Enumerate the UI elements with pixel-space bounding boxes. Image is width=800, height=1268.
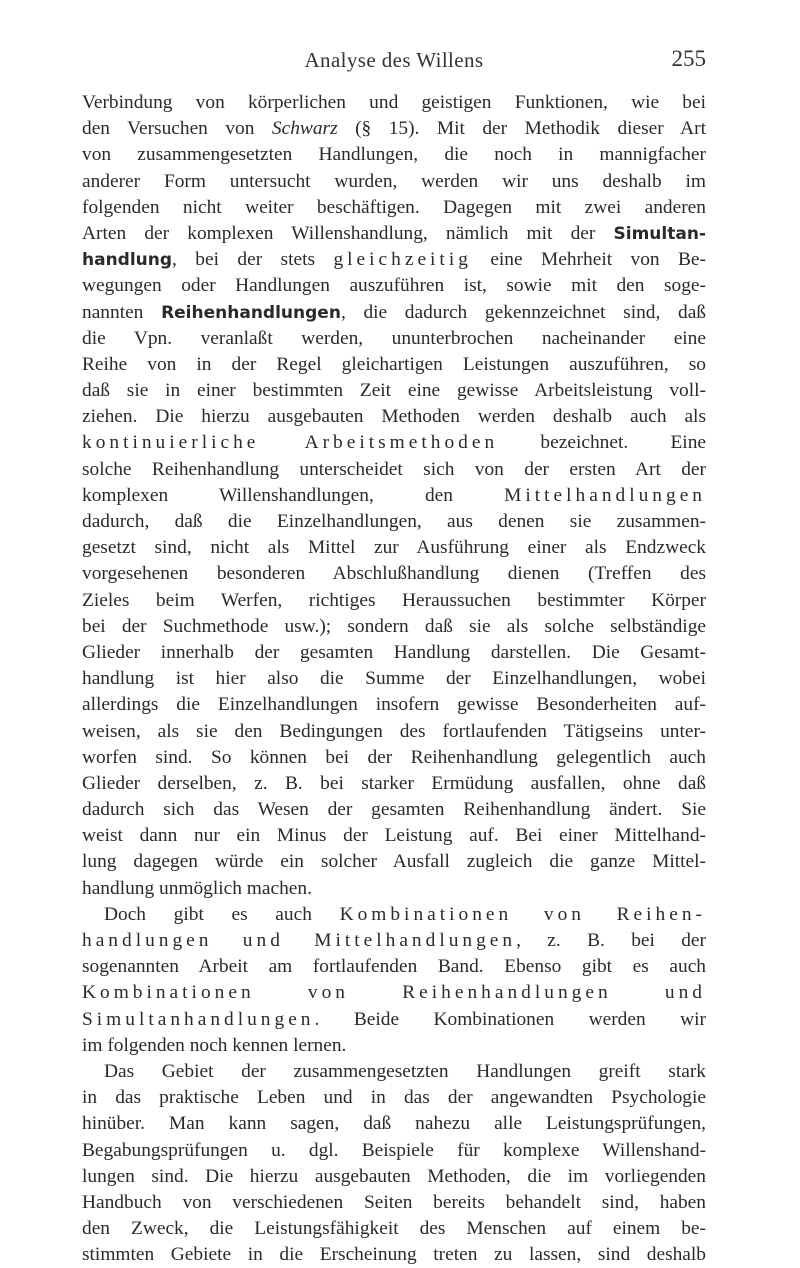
text-run: dadurch sich das Wesen der gesamten Reihenhandlung ändert. Sie [82,799,706,821]
text-run: Das Gebiet der zusammengesetzten Handlungen greift stark [104,1060,706,1082]
text-line [82,352,706,378]
text-run: sogenannten Arbeit am fortlaufenden Band. Ebenso gibt es auch [82,956,706,978]
text-run: weist dann nur ein Minus der Leistung auf. Bei einer Mittelhand- [82,825,706,847]
text-run: Glieder derselben, z. B. bei starker Ermüdung ausfallen, ohne daß [82,772,706,794]
text-run: nannten [82,301,162,323]
text-line [82,300,706,326]
text-run: vorgesehenen besonderen Abschlußhandlung dienen (Treffen des [82,563,706,585]
text-run: ziehen. Die hierzu ausgebauten Methoden werden deshalb auch als [82,406,706,428]
text-line [82,483,706,509]
text-run: worfen sind. So können bei der Reihenhandlung gelegentlich auch [82,746,706,768]
text-line [82,404,706,430]
text-line [82,535,706,561]
running-title: Analyse des Willens [304,48,484,72]
text-run: im folgenden noch kennen lernen. [82,1034,347,1056]
spaced-emphasis-run: Mittelhandlungen [504,484,706,506]
text-run: , die dadurch gekennzeichnet sind, daß [340,301,707,323]
text-run: stimmten Gebiete in die Erscheinung treten zu lassen, sind deshalb [82,1244,706,1266]
text-line [82,457,706,483]
text-line [82,954,706,980]
text-run: . Beide Kombinationen werden wir [314,1008,706,1030]
text-run: Reihe von in der Regel gleichartigen Leistungen auszuführen, so [82,353,706,375]
text-line [82,169,706,195]
text-line [82,928,706,954]
text-line [82,588,706,614]
spaced-emphasis-run: Kombinationen von Reihenhandlungen und [82,982,706,1004]
text-line [82,561,706,587]
text-line [82,1111,706,1137]
text-run: daß sie in einer bestimmten Zeit eine gewisse Arbeitsleistung voll- [82,380,706,402]
text-run: Glieder innerhalb der gesamten Handlung darstellen. Die Gesamt- [82,641,706,663]
spaced-emphasis-run: handlungen und Mittelhandlungen [82,930,517,951]
text-run: hinüber. Man kann sagen, daß nahezu alle Leistungsprüfungen, [82,1113,706,1135]
text-run: weisen, als sie den Bedingungen des fortlaufenden Tätigseins unter- [82,720,706,742]
text-run: die Vpn. veranlaßt werden, ununterbrochen nacheinander eine [82,327,706,349]
text-line [82,116,706,142]
text-line [82,221,706,247]
text-line [82,1033,706,1059]
body-text [82,90,706,1268]
spaced-emphasis-run: Kombinationen von Reihen- [339,903,706,925]
text-line [82,273,706,299]
bold-run: handlung [82,250,173,271]
text-line [82,1190,706,1216]
text-line [82,614,706,640]
text-run: , bei der stets [172,249,334,271]
text-run: bei der Suchmethode usw.); sondern daß sie als solche selbständige [82,615,706,637]
text-run: (§ 15). Mit der Methodik dieser Art [337,118,706,140]
text-line [82,745,706,771]
page-number: 255 [671,46,706,71]
text-line [82,1216,706,1242]
text-line [82,247,706,273]
text-line [82,980,706,1006]
text-line [82,1085,706,1111]
text-line [82,1242,706,1268]
text-run: handlung unmöglich machen. [82,877,312,899]
text-run: Begabungsprüfungen u. dgl. Beispiele für komplexe Willenshand- [82,1139,706,1161]
text-line [82,771,706,797]
text-run: gesetzt sind, nicht als Mittel zur Ausführung einer als Endzweck [82,537,706,559]
text-line [82,90,706,116]
text-line [82,195,706,221]
text-run: eine Mehrheit von Be- [471,249,706,271]
text-line [82,326,706,352]
text-line [82,692,706,718]
text-line [82,849,706,875]
text-line [82,142,706,168]
text-run: den Versuchen von [82,118,272,140]
text-run: bezeichnet. Eine [498,432,706,454]
text-run: handlung ist hier also die Summe der Einzelhandlungen, wobei [82,668,706,690]
text-line [82,902,706,928]
text-line [82,1007,706,1033]
text-run: solche Reihenhandlung unterscheidet sich von der ersten Art der [82,458,706,480]
text-line [82,719,706,745]
text-line [82,876,706,902]
text-run: von zusammengesetzten Handlungen, die noch in mannigfacher [82,144,706,166]
text-run: in das praktische Leben und in das der angewandten Psychologie [82,1087,706,1109]
text-run: Verbindung von körperlichen und geistigen Funktionen, wie bei [82,92,706,113]
bold-run: Reihenhandlungen [161,302,341,323]
text-run: lung dagegen würde ein solcher Ausfall zugleich die ganze Mittel- [82,851,706,873]
spaced-emphasis-run: kontinuierliche Arbeitsmethoden [82,432,499,454]
page-header [82,42,706,82]
text-run: Zieles beim Werfen, richtiges Heraussuchen bestimmter Körper [82,589,706,611]
text-run: Doch gibt es auch [104,903,340,925]
italic-run: Schwarz [271,118,338,140]
text-run: Arten der komplexen Willenshandlung, nämlich mit der [82,222,614,244]
text-line [82,430,706,456]
text-line [82,823,706,849]
text-line [82,1164,706,1190]
text-run: anderer Form untersucht wurden, werden wir uns deshalb im [82,170,706,192]
text-line [82,1138,706,1164]
text-line [82,1059,706,1085]
text-run: den Zweck, die Leistungsfähigkeit des Menschen auf einem be- [82,1218,706,1240]
bold-run: Simultan- [613,223,706,244]
spaced-emphasis-run: gleichzeitig [333,249,472,271]
text-line [82,378,706,404]
text-run: folgenden nicht weiter beschäftigen. Dagegen mit zwei anderen [82,196,706,218]
text-run: komplexen Willenshandlungen, den [82,484,505,506]
text-run: allerdings die Einzelhandlungen insofern gewisse Besonderheiten auf- [82,694,706,716]
text-line [82,640,706,666]
text-run: Handbuch von verschiedenen Seiten bereits behandelt sind, haben [82,1191,706,1213]
text-line [82,666,706,692]
text-run: lungen sind. Die hierzu ausgebauten Methoden, die im vorliegenden [82,1165,706,1187]
text-line [82,797,706,823]
text-run: , z. B. bei der [516,930,706,951]
text-run: dadurch, daß die Einzelhandlungen, aus denen sie zusammen- [82,511,706,532]
text-run: wegungen oder Handlungen auszuführen ist, sowie mit den soge- [82,275,706,297]
spaced-emphasis-run: Simultanhandlungen [82,1008,315,1030]
text-line [82,509,706,535]
